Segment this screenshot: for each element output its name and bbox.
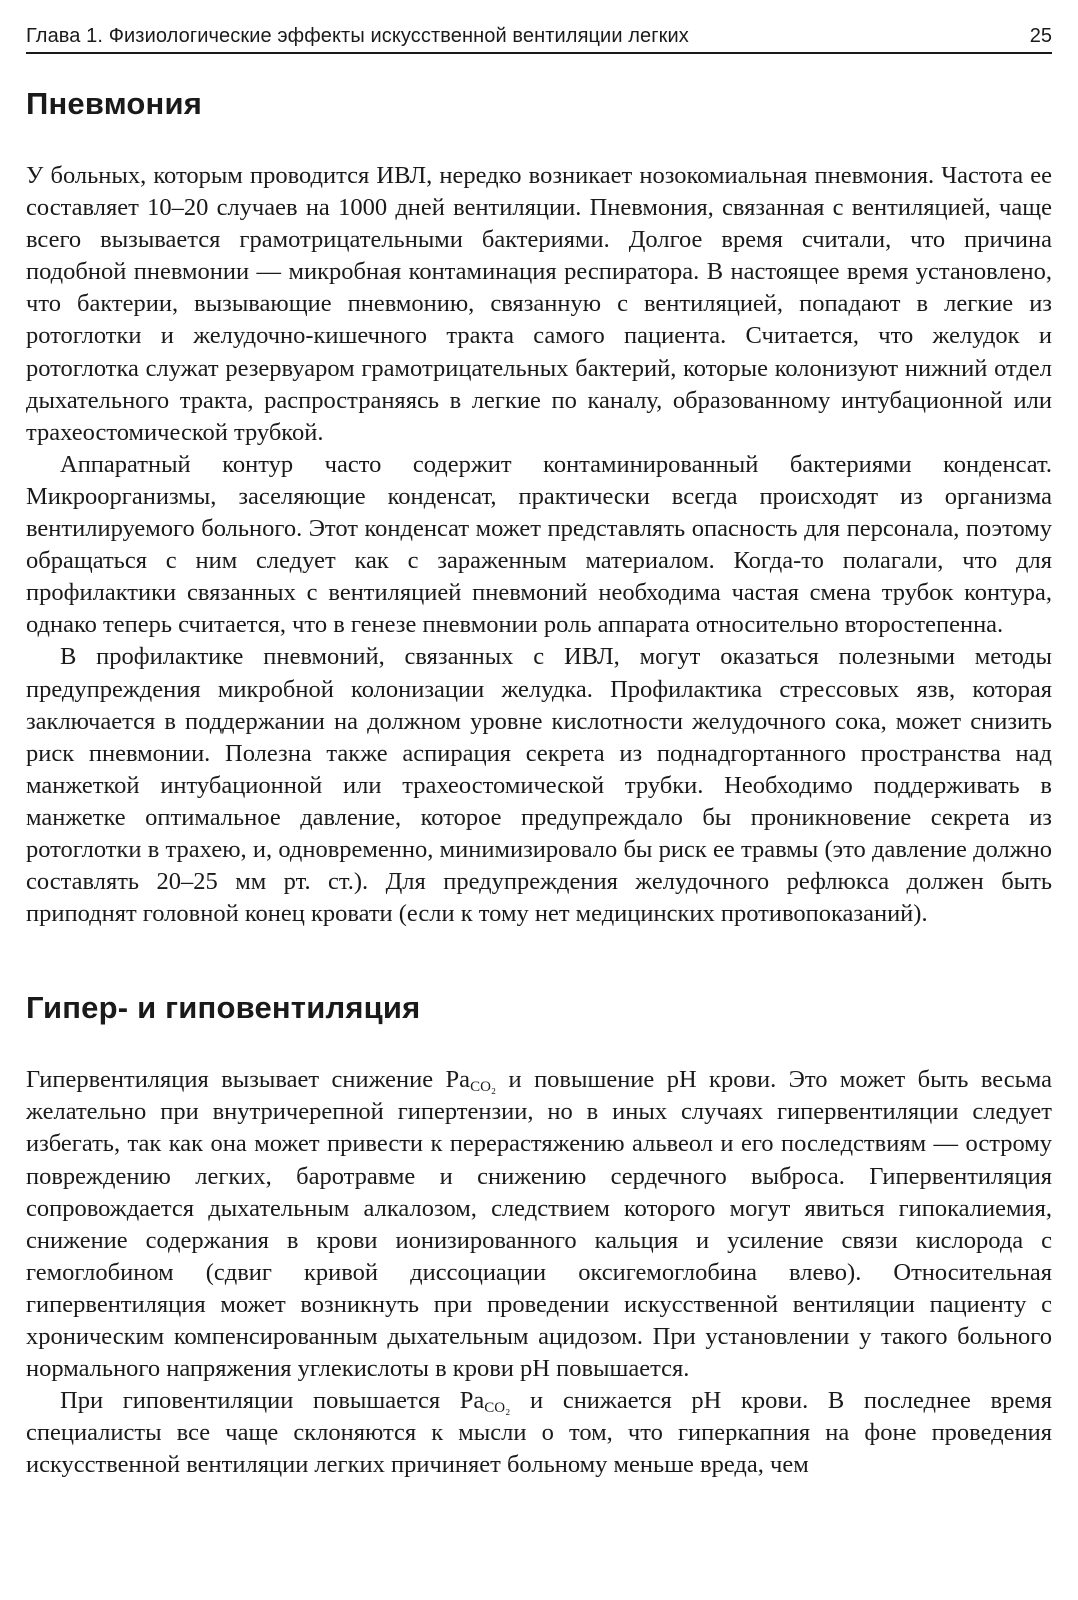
paragraph-text-part: Гипервентиляция вызывает снижение Pa	[26, 1066, 471, 1094]
paco2-subscript: CO₂	[470, 1079, 497, 1096]
paragraph-text-part: и снижается pH крови. В последнее время специалисты все чаще склоняются к мысли о том, что гиперкапния на фоне проведения искусственной вентиляции легких причиняет больному меньше вреда, чем	[26, 1387, 1052, 1479]
paragraph-pneumonia-3: В профилактике пневмоний, связанных с ИВЛ, могут оказаться полезными методы предупреждения микробной колонизации желудка. Профилактика стрессовых язв, которая заключается в поддержании на должном уровне кислотности желудочного сока, может снизить риск пневмонии. Полезна также аспирация секрета из поднадгортанного пространства над манжеткой интубационной или трахеостомической трубки. Необходимо поддерживать в манжетке оптимальное давление, которое предупреждало бы проникновение секрета из ротоглотки в трахею, и, одновременно, минимизировало бы риск ее травмы (это давление должно составлять 20–25 мм рт. ст.). Для предупреждения желудочного рефлюкса должен быть приподнят головной конец кровати (если к тому нет медицинских противопоказаний).	[26, 643, 1052, 928]
paco2-subscript: CO₂	[484, 1400, 511, 1417]
paragraph-pneumonia-2: Аппаратный контур часто содержит контаминированный бактериями конденсат. Микроорганизмы, заселяющие конденсат, практически всегда происходят из организма вентилируемого больного. Этот конденсат может представлять опасность для персонала, поэтому обращаться с ним следует как с зараженным материалом. Когда-то полагали, что для профилактики связанных с вентиляцией пневмоний необходима частая смена трубок контура, однако теперь считается, что в генезе пневмонии роль аппарата относительно второстепенна.	[26, 450, 1052, 639]
paragraph-text-part: При гиповентиляции повышается Pa	[60, 1387, 485, 1415]
paragraph-text-part: и повышение pH крови. Это может быть весьма желательно при внутричерепной гипертензии, но в иных случаях гипервентиляции следует избегать, так как она может привести к перерастяжению альвеол и его последствиям — острому повреждению легких, баротравме и снижению сердечного выброса. Гипервентиляция сопровождается дыхательным алкалозом, следствием которого могут явиться гипокалиемия, снижение содержания в крови ионизированного кальция и усиление связи кислорода с гемоглобином (сдвиг кривой диссоциации оксигемоглобина влево). Относительная гипервентиляция может возникнуть при проведении искусственной вентиляции пациенту с хроническим компенсированным дыхательным ацидозом. При установлении у такого больного нормального напряжения углекислоты в крови pH повышается.	[26, 1066, 1052, 1383]
section-heading-pneumonia: Пневмония	[26, 86, 203, 121]
paragraph-hyperventilation	[26, 1064, 1052, 1385]
paragraph-pneumonia-1: У больных, которым проводится ИВЛ, нередко возникает нозокомиальная пневмония. Частота ее составляет 10–20 случаев на 1000 дней вентиляции. Пневмония, связанная с вентиляцией, чаще всего вызывается грамотрицательными бактериями. Долгое время считали, что причина подобной пневмонии — микробная контаминация респиратора. В настоящее время установлено, что бактерии, вызывающие пневмонию, связанную с вентиляцией, попадают в легкие из ротоглотки и желудочно-кишечного тракта самого пациента. Считается, что желудок и ротоглотка служат резервуаром грамотрицательных бактерий, которые колонизуют нижний отдел дыхательного тракта, распространяясь в легкие по каналу, образованному интубационной или трахеостомической трубкой.	[26, 162, 1052, 446]
paragraph-hypoventilation	[26, 1385, 1052, 1481]
section-heading-hyper-hypoventilation: Гипер- и гиповентиляция	[26, 990, 421, 1026]
running-header	[26, 24, 1052, 54]
page-number: 25	[1029, 25, 1052, 47]
chapter-title: Глава 1. Физиологические эффекты искусственной вентиляции легких	[26, 25, 689, 47]
